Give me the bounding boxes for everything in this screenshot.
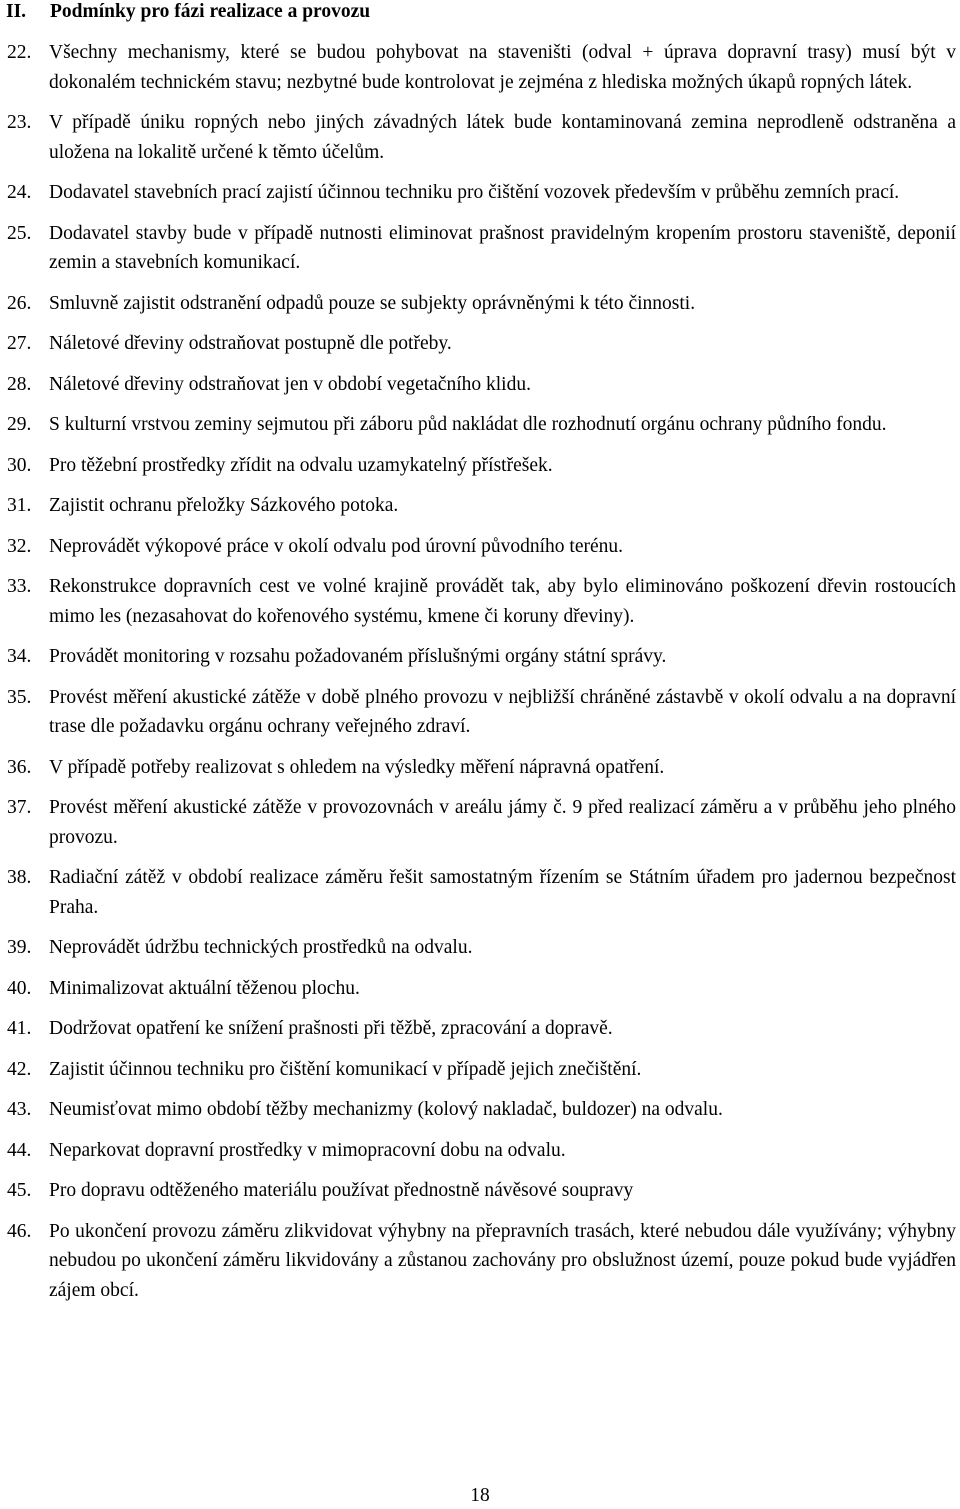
condition-item	[0, 329, 960, 359]
condition-text: V případě úniku ropných nebo jiných závadných látek bude kontaminovaná zemina neprodleně odstraněna a uložena na lokalitě určené k těmto účelům.	[49, 112, 956, 163]
condition-text: Radiační zátěž v období realizace záměru řešit samostatným řízením se Státním úřadem pro jadernou bezpečnost Praha.	[49, 867, 956, 918]
condition-number: 42.	[7, 1058, 32, 1080]
condition-text: Po ukončení provozu záměru zlikvidovat výhybny na přepravních trasách, které nebudou dále využívány; výhybny nebudou po ukončení záměru likvidovány a zůstanou zachovány pro obslužnost území, pouze pokud bude vyjádřen zájem obcí.	[49, 1220, 956, 1301]
condition-number: 39.	[7, 937, 32, 958]
condition-text: Náletové dřeviny odstraňovat jen v období vegetačního klidu.	[49, 373, 531, 395]
condition-text: Dodavatel stavby bude v případě nutnosti eliminovat prašnost pravidelným kropením prostoru staveniště, deponií zemin a stavebních komunikací.	[49, 222, 956, 273]
condition-text: Minimalizovat aktuální těženou plochu.	[49, 977, 360, 999]
condition-text: Provést měření akustické zátěže v provozovnách v areálu jámy č. 9 před realizací záměru a v průběhu jeho plného provozu.	[49, 797, 956, 848]
condition-number: 35.	[7, 686, 32, 708]
condition-number: 36.	[7, 756, 32, 778]
condition-number: 37.	[7, 797, 32, 818]
condition-number: 29.	[7, 414, 32, 435]
condition-item	[0, 683, 960, 742]
condition-number: 25.	[7, 222, 32, 244]
condition-text: Neparkovat dopravní prostředky v mimopracovní dobu na odvalu.	[49, 1139, 566, 1161]
conditions-list	[0, 38, 960, 1316]
condition-item	[0, 793, 960, 852]
condition-number: 34.	[7, 646, 32, 667]
condition-item	[0, 491, 960, 521]
condition-number: 31.	[7, 495, 32, 516]
condition-text: Náletové dřeviny odstraňovat postupně dle potřeby.	[49, 333, 452, 354]
condition-item	[0, 1095, 960, 1125]
condition-text: Rekonstrukce dopravních cest ve volné krajině provádět tak, aby bylo eliminováno poškození dřevin rostoucích mimo les (nezasahovat do kořenového systému, kmene či koruny dřeviny).	[49, 576, 956, 627]
condition-number: 28.	[7, 373, 32, 395]
condition-item	[0, 572, 960, 631]
condition-text: Neprovádět údržbu technických prostředků na odvalu.	[49, 937, 473, 958]
condition-number: 30.	[7, 454, 32, 476]
condition-number: 23.	[7, 112, 32, 133]
condition-text: Pro těžební prostředky zřídit na odvalu uzamykatelný přístřešek.	[49, 454, 553, 476]
condition-text: Zajistit účinnou techniku pro čištění komunikací v případě jejich znečištění.	[49, 1058, 642, 1080]
condition-text: Dodavatel stavebních prací zajistí účinnou techniku pro čištění vozovek především v průběhu zemních prací.	[49, 182, 900, 203]
condition-text: Neprovádět výkopové práce v okolí odvalu pod úrovní původního terénu.	[49, 535, 624, 557]
condition-text: Pro dopravu odtěženého materiálu používat přednostně návěsové soupravy	[49, 1180, 634, 1201]
condition-text: Dodržovat opatření ke snížení prašnosti při těžbě, zpracování a dopravě.	[49, 1018, 613, 1039]
condition-item	[0, 1176, 960, 1206]
condition-text: Smluvně zajistit odstranění odpadů pouze se subjekty oprávněnými k této činnosti.	[49, 292, 696, 314]
condition-item	[0, 532, 960, 562]
condition-item	[0, 289, 960, 319]
condition-item	[0, 1217, 960, 1306]
condition-text: Všechny mechanismy, které se budou pohybovat na staveništi (odval + úprava dopravní trasy) musí být v dokonalém technickém stavu; nezbytné bude kontrolovat je zejména z hlediska možných úkapů ropných látek.	[49, 42, 956, 93]
condition-item	[0, 370, 960, 400]
condition-text: Provést měření akustické zátěže v době plného provozu v nejbližší chráněné zástavbě v okolí odvalu a na dopravní trase dle požadavku orgánu ochrany veřejného zdraví.	[49, 686, 956, 737]
condition-number: 46.	[7, 1220, 32, 1242]
condition-item	[0, 38, 960, 97]
condition-number: 38.	[7, 867, 32, 888]
condition-item	[0, 1136, 960, 1166]
section-number: II.	[6, 1, 27, 22]
condition-number: 33.	[7, 576, 32, 597]
condition-item	[0, 974, 960, 1004]
condition-text: Neumisťovat mimo období těžby mechanizmy (kolový nakladač, buldozer) na odvalu.	[49, 1099, 723, 1120]
condition-number: 43.	[7, 1099, 32, 1120]
condition-text: S kulturní vrstvou zeminy sejmutou při záboru půd nakládat dle rozhodnutí orgánu ochrany půdního fondu.	[49, 414, 887, 435]
condition-item	[0, 753, 960, 783]
condition-number: 32.	[7, 535, 32, 557]
condition-item	[0, 1014, 960, 1044]
condition-number: 40.	[7, 977, 32, 999]
condition-text: Zajistit ochranu přeložky Sázkového potoka.	[49, 495, 399, 516]
section-title: Podmínky pro fázi realizace a provozu	[50, 1, 371, 22]
condition-item	[0, 933, 960, 963]
section-heading	[6, 0, 370, 24]
condition-number: 27.	[7, 333, 32, 354]
condition-number: 26.	[7, 292, 32, 314]
condition-item	[0, 178, 960, 208]
condition-item	[0, 642, 960, 672]
condition-text: V případě potřeby realizovat s ohledem na výsledky měření nápravná opatření.	[49, 756, 665, 778]
condition-number: 22.	[7, 42, 32, 63]
page-number: 18	[470, 1485, 490, 1506]
condition-item	[0, 863, 960, 922]
condition-item	[0, 1055, 960, 1085]
condition-number: 24.	[7, 182, 32, 203]
condition-number: 45.	[7, 1180, 32, 1201]
condition-number: 44.	[7, 1139, 32, 1161]
condition-number: 41.	[7, 1018, 32, 1039]
condition-text: Provádět monitoring v rozsahu požadovaném příslušnými orgány státní správy.	[49, 646, 667, 667]
condition-item	[0, 451, 960, 481]
condition-item	[0, 108, 960, 167]
condition-item	[0, 219, 960, 278]
condition-item	[0, 410, 960, 440]
